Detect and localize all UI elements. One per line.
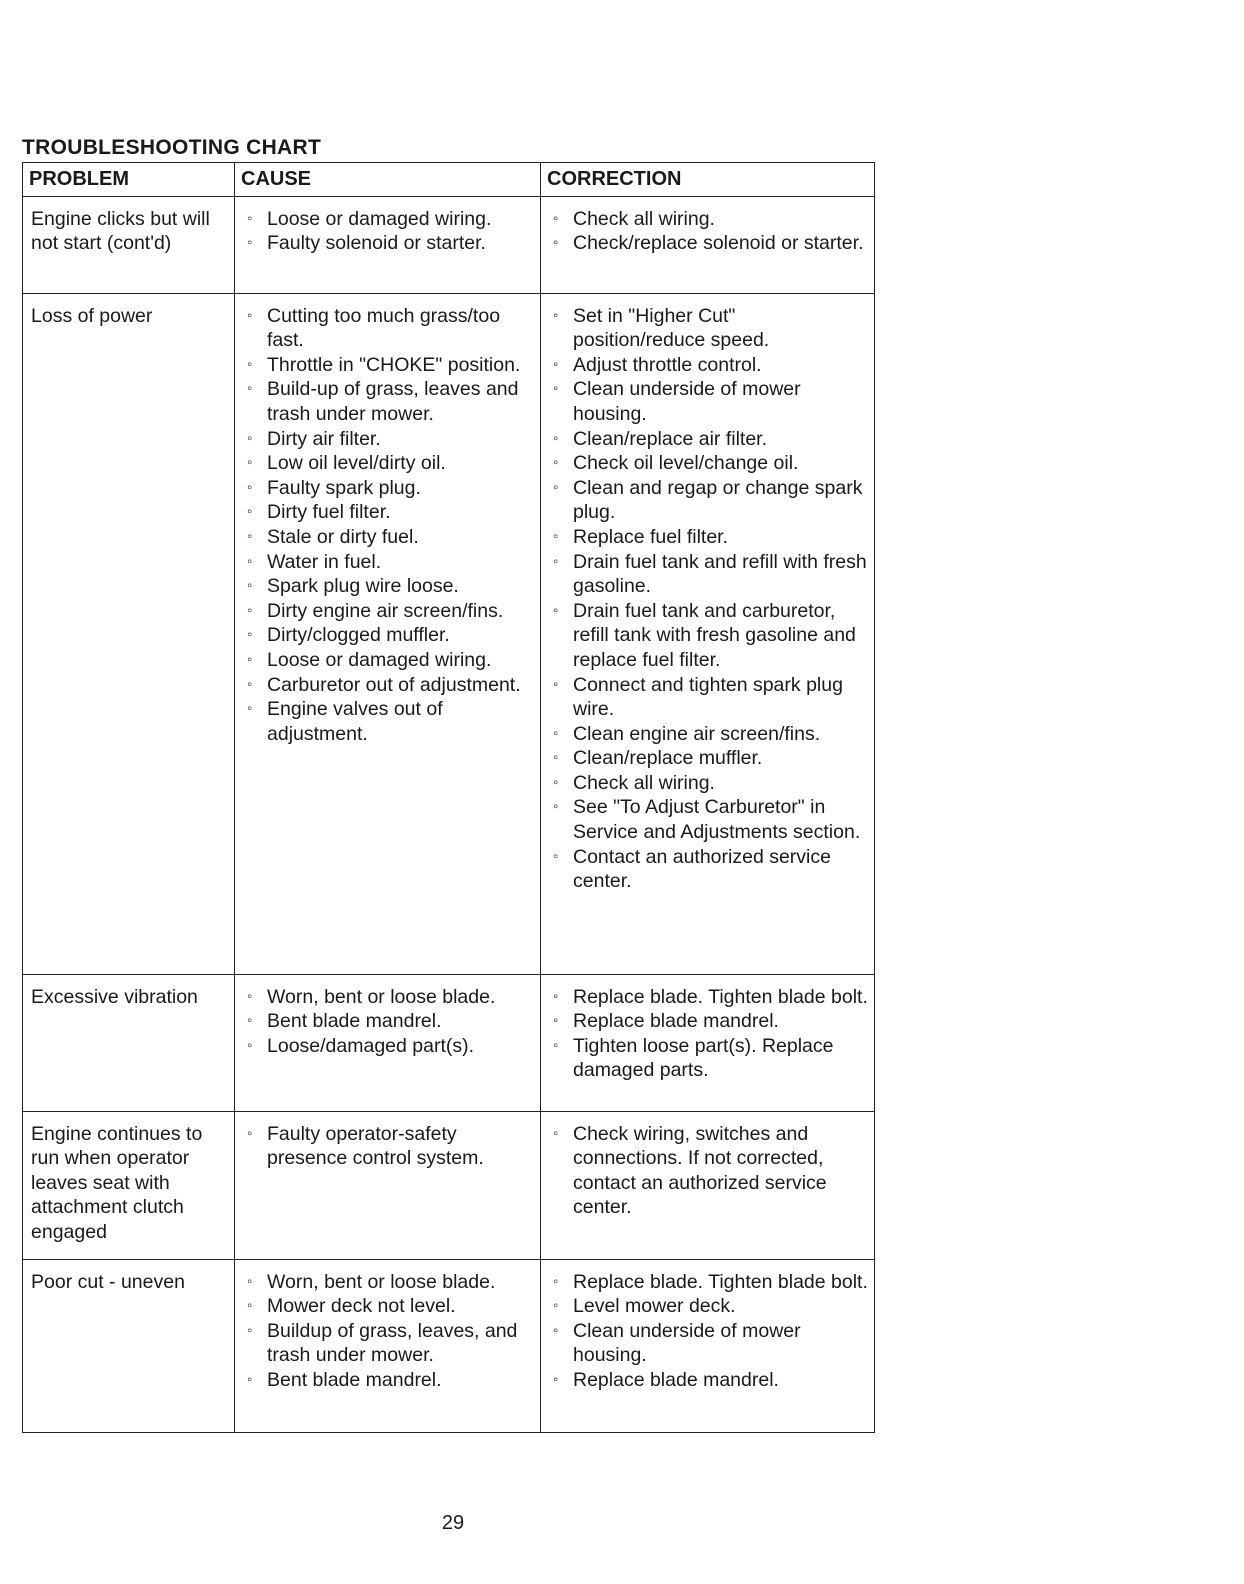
correction-item: ◦ Check all wiring. [549, 207, 868, 232]
cause-item: ◦ Mower deck not level. [243, 1294, 534, 1319]
header-cause: CAUSE [235, 163, 541, 197]
cause-item: ◦ Loose or damaged wiring. [243, 207, 534, 232]
cause-item: ◦ Low oil level/dirty oil. [243, 451, 534, 476]
cause-cell [235, 293, 541, 974]
cause-item: ◦ Build-up of grass, leaves and trash under mower. [243, 377, 534, 426]
cause-list [243, 304, 534, 747]
correction-cell [541, 974, 875, 1111]
correction-item: ◦ Replace blade. Tighten blade bolt. [549, 985, 868, 1010]
correction-cell [541, 1111, 875, 1259]
page-number: 29 [441, 1512, 465, 1534]
correction-item: ◦ Drain fuel tank and refill with fresh gasoline. [549, 550, 868, 599]
problem-cell: Engine continues to run when operator leaves seat with attachment clutch engaged [23, 1111, 235, 1259]
correction-item: ◦ Clean and regap or change spark plug. [549, 476, 868, 525]
cause-item: ◦ Faulty spark plug. [243, 476, 534, 501]
correction-item: ◦ Clean underside of mower housing. [549, 377, 868, 426]
cause-list [243, 1122, 534, 1171]
cause-item: ◦ Loose or damaged wiring. [243, 648, 534, 673]
correction-item: ◦ Tighten loose part(s). Replace damaged parts. [549, 1034, 868, 1083]
correction-list [549, 304, 868, 894]
correction-cell [541, 1259, 875, 1432]
cause-item: ◦ Dirty engine air screen/fins. [243, 599, 534, 624]
correction-item: ◦ Replace fuel filter. [549, 525, 868, 550]
correction-list [549, 1122, 868, 1220]
cause-item: ◦ Faulty solenoid or starter. [243, 231, 534, 256]
cause-item: ◦ Buildup of grass, leaves, and trash under mower. [243, 1319, 534, 1368]
cause-item: ◦ Faulty operator-safety presence control system. [243, 1122, 534, 1171]
cause-item: ◦ Spark plug wire loose. [243, 574, 534, 599]
correction-item: ◦ Check wiring, switches and connections. If not corrected, contact an authorized service center. [549, 1122, 868, 1220]
correction-item: ◦ Clean engine air screen/fins. [549, 722, 868, 747]
cause-item: ◦ Dirty fuel filter. [243, 500, 534, 525]
cause-item: ◦ Stale or dirty fuel. [243, 525, 534, 550]
header-problem: PROBLEM [23, 163, 235, 197]
correction-item: ◦ Connect and tighten spark plug wire. [549, 673, 868, 722]
correction-item: ◦ Check oil level/change oil. [549, 451, 868, 476]
problem-cell: Engine clicks but will not start (cont'd) [23, 196, 235, 293]
cause-item: ◦ Worn, bent or loose blade. [243, 985, 534, 1010]
cause-cell [235, 974, 541, 1111]
correction-item: ◦ Check all wiring. [549, 771, 868, 796]
troubleshooting-table [22, 162, 875, 1433]
cause-item: ◦ Dirty air filter. [243, 427, 534, 452]
cause-list [243, 1270, 534, 1393]
correction-item: ◦ Clean/replace muffler. [549, 746, 868, 771]
correction-item: ◦ Replace blade. Tighten blade bolt. [549, 1270, 868, 1295]
table-row [23, 1111, 875, 1259]
correction-list [549, 985, 868, 1083]
correction-item: ◦ See "To Adjust Carburetor" in Service and Adjustments section. [549, 795, 868, 844]
cause-list [243, 207, 534, 256]
table-row [23, 1259, 875, 1432]
cause-item: ◦ Cutting too much grass/too fast. [243, 304, 534, 353]
correction-item: ◦ Contact an authorized service center. [549, 845, 868, 894]
cause-item: ◦ Throttle in "CHOKE" position. [243, 353, 534, 378]
cause-item: ◦ Engine valves out of adjustment. [243, 697, 534, 746]
table-row [23, 196, 875, 293]
correction-item: ◦ Check/replace solenoid or starter. [549, 231, 868, 256]
cause-item: ◦ Bent blade mandrel. [243, 1368, 534, 1393]
correction-list [549, 207, 868, 256]
cause-item: ◦ Bent blade mandrel. [243, 1009, 534, 1034]
cause-list [243, 985, 534, 1059]
problem-cell: Poor cut - uneven [23, 1259, 235, 1432]
correction-item: ◦ Drain fuel tank and carburetor, refill tank with fresh gasoline and replace fuel filter. [549, 599, 868, 673]
correction-item: ◦ Adjust throttle control. [549, 353, 868, 378]
cause-cell [235, 1111, 541, 1259]
correction-item: ◦ Replace blade mandrel. [549, 1009, 868, 1034]
cause-item: ◦ Loose/damaged part(s). [243, 1034, 534, 1059]
problem-cell: Excessive vibration [23, 974, 235, 1111]
cause-item: ◦ Worn, bent or loose blade. [243, 1270, 534, 1295]
chart-title: TROUBLESHOOTING CHART [22, 136, 322, 159]
correction-cell [541, 196, 875, 293]
problem-cell: Loss of power [23, 293, 235, 974]
correction-item: ◦ Level mower deck. [549, 1294, 868, 1319]
header-row [23, 163, 875, 197]
cause-item: ◦ Carburetor out of adjustment. [243, 673, 534, 698]
cause-item: ◦ Dirty/clogged muffler. [243, 623, 534, 648]
cause-item: ◦ Water in fuel. [243, 550, 534, 575]
table-row [23, 974, 875, 1111]
cause-cell [235, 196, 541, 293]
correction-item: ◦ Replace blade mandrel. [549, 1368, 868, 1393]
correction-item: ◦ Clean/replace air filter. [549, 427, 868, 452]
cause-cell [235, 1259, 541, 1432]
correction-item: ◦ Clean underside of mower housing. [549, 1319, 868, 1368]
correction-cell [541, 293, 875, 974]
header-correction: CORRECTION [541, 163, 875, 197]
correction-list [549, 1270, 868, 1393]
correction-item: ◦ Set in "Higher Cut" position/reduce speed. [549, 304, 868, 353]
table-row [23, 293, 875, 974]
